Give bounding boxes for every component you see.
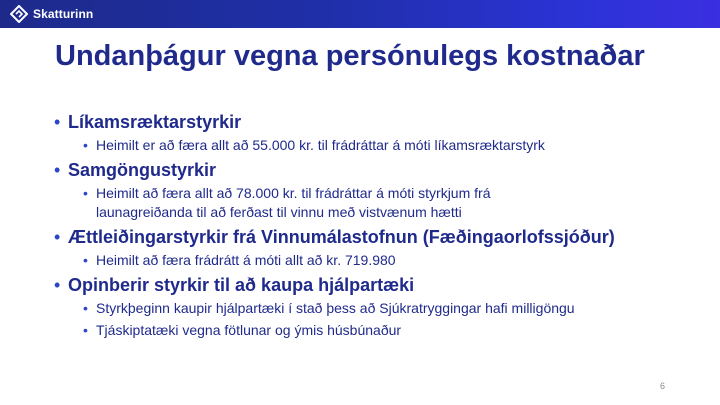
slide-title: Undanþágur vegna persónulegs kostnaðar xyxy=(55,40,645,72)
bullet-heading: Opinberir styrkir til að kaupa hjálpartæki xyxy=(68,275,415,295)
header-bar xyxy=(0,0,720,28)
page-number: 6 xyxy=(660,381,666,391)
sub-bullet-text: Heimilt að færa frádrátt á móti allt að kr. 719.980 xyxy=(96,252,396,268)
logo-text: Skatturinn xyxy=(33,7,94,21)
sub-bullet-item xyxy=(68,251,704,270)
bullet-item xyxy=(54,110,704,155)
sub-bullet-marker: • xyxy=(83,300,88,316)
bullet-list xyxy=(54,110,704,340)
sub-bullet-item xyxy=(68,321,704,340)
sub-bullet-item xyxy=(68,184,704,222)
sub-bullet-marker: • xyxy=(83,137,88,153)
sub-list xyxy=(68,251,704,270)
bullet-marker: • xyxy=(54,275,61,295)
bullet-marker: • xyxy=(54,227,61,247)
bullet-heading: Samgöngustyrkir xyxy=(68,160,217,180)
sub-bullet-text: Heimilt að færa allt að 78.000 kr. til frádráttar á móti styrkjum frá launagreiðanda til að ferðast til vinnu með vistvænum hætti xyxy=(96,185,491,220)
sub-bullet-marker: • xyxy=(83,322,88,338)
sub-list xyxy=(68,136,704,155)
sub-list xyxy=(68,184,704,222)
sub-bullet-text: Styrkþeginn kaupir hjálpartæki í stað þess að Sjúkratryggingar hafi milligöngu xyxy=(96,300,575,316)
sub-bullet-text: Tjáskiptatæki vegna fötlunar og ýmis húsbúnaður xyxy=(96,322,402,338)
sub-list xyxy=(68,299,704,340)
sub-bullet-marker: • xyxy=(83,252,88,268)
sub-bullet-item xyxy=(68,299,704,318)
logo xyxy=(10,4,93,24)
logo-icon xyxy=(10,5,28,23)
sub-bullet-text: Heimilt er að færa allt að 55.000 kr. til frádráttar á móti líkamsræktarstyrk xyxy=(96,137,545,153)
bullet-item xyxy=(54,225,704,270)
bullet-marker: • xyxy=(54,160,61,180)
sub-bullet-marker: • xyxy=(83,185,88,201)
bullet-heading: Ættleiðingarstyrkir frá Vinnumálastofnun (Fæðingaorlofssjóður) xyxy=(68,227,615,247)
bullet-item xyxy=(54,158,704,222)
slide-content xyxy=(54,110,704,343)
bullet-marker: • xyxy=(54,112,61,132)
bullet-item xyxy=(54,273,704,340)
bullet-heading: Líkamsræktarstyrkir xyxy=(68,112,242,132)
sub-bullet-item xyxy=(68,136,704,155)
